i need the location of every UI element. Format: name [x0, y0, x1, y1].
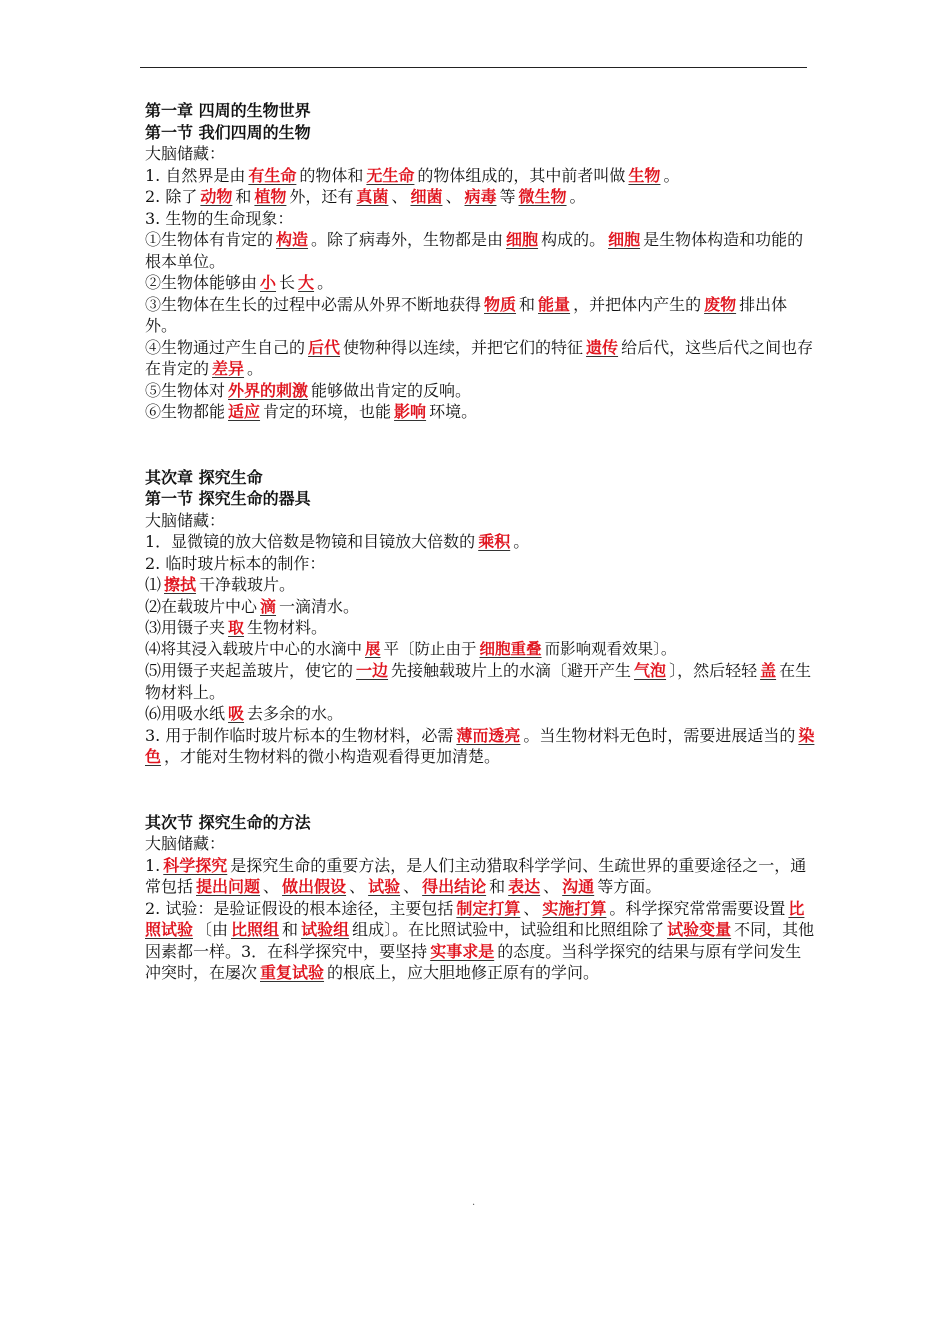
phenomenon-5: ⑤生物体对 外界的刺激 能够做出肯定的反响。 — [145, 380, 472, 400]
answer-blank: 重复试验 — [260, 963, 325, 982]
section-2-2-title: 其次节 探究生命的方法 — [145, 812, 311, 832]
answer-blank: 提出问题 — [196, 877, 261, 896]
question-3: 3. 生物的生命现象： — [145, 208, 294, 228]
answer-blank: 大 — [298, 273, 315, 292]
answer-blank: 得出结论 — [422, 877, 487, 896]
question-2: 2. 除了 动物 和 植物 外，还有 真菌 、 细菌 、 病毒 等 微生物 。 — [145, 187, 586, 206]
phenomenon-3: ③生物体在生长的过程中必需从外界不断地获得 物质 和 能量 ，并把体内产生的 废物 排出体外。 — [145, 294, 788, 335]
phenomenon-1: ①生物体有肯定的 构造 。除了病毒外，生物都是由 细胞 构成的。 细胞 是生物体构造和功能的根本单位。 — [145, 230, 804, 271]
brain-label: 大脑储藏： — [145, 834, 226, 853]
tools-question-3: 3. 用于制作临时玻片标本的生物材料，必需 薄而透亮 。当生物材料无色时，需要进展适当的 染色 ，才能对生物材料的微小构造观看得更加清楚。 — [145, 725, 815, 766]
answer-blank: 试验 — [368, 877, 401, 896]
answer-blank: 取 — [228, 618, 245, 637]
answer-blank: 差异 — [212, 359, 245, 378]
answer-blank: 试验组 — [301, 920, 350, 939]
chapter-1-title: 第一章 四周的生物世界 — [145, 101, 311, 120]
answer-blank: 真菌 — [356, 187, 389, 206]
answer-blank: 动物 — [200, 187, 233, 206]
answer-blank: 比照试验 — [145, 898, 805, 939]
answer-blank: 气泡 — [634, 661, 667, 680]
answer-blank: 细胞 — [506, 230, 539, 249]
answer-blank: 能量 — [538, 294, 571, 314]
answer-blank: 小 — [260, 273, 277, 292]
document-body — [145, 100, 815, 984]
answer-blank: 表达 — [508, 877, 541, 896]
answer-blank: 微生物 — [518, 187, 567, 206]
answer-blank: 一边 — [356, 661, 389, 680]
step-6: ⑹用吸水纸 吸 去多余的水。 — [145, 704, 344, 723]
header-rule — [140, 67, 807, 68]
section-2-1-title: 第一节 探究生命的器具 — [145, 489, 311, 508]
answer-blank: 比照组 — [231, 920, 280, 939]
step-3: ⑶用镊子夹 取 生物材料。 — [145, 618, 328, 637]
answer-blank: 构造 — [276, 230, 309, 249]
answer-blank: 影响 — [394, 402, 427, 421]
answer-blank: 染色 — [145, 725, 815, 766]
phenomenon-6: ⑥生物都能 适应 肯定的环境，也能 影响 环境。 — [145, 402, 478, 421]
brain-label: 大脑储藏： — [145, 510, 226, 530]
answer-blank: 制定打算 — [456, 898, 521, 918]
page-footer-dot: . — [472, 1197, 476, 1208]
answer-blank: 适应 — [228, 402, 261, 421]
answer-blank: 擦拭 — [164, 575, 197, 594]
answer-blank: 无生命 — [366, 165, 415, 185]
answer-blank: 科学探究 — [163, 855, 228, 875]
answer-blank: 实事求是 — [430, 941, 495, 961]
answer-blank: 盖 — [760, 661, 777, 680]
answer-blank: 细胞重叠 — [479, 639, 542, 658]
tools-question-1: 1．显微镜的放大倍数是物镜和目镜放大倍数的 乘积 。 — [145, 532, 530, 551]
answer-blank: 后代 — [308, 337, 341, 357]
answer-blank: 吸 — [228, 704, 245, 723]
answer-blank: 生物 — [628, 165, 661, 185]
answer-blank: 细胞 — [608, 230, 641, 249]
answer-blank: 乘积 — [478, 532, 511, 551]
answer-blank: 物质 — [484, 294, 517, 314]
answer-blank: 试验变量 — [667, 920, 732, 939]
answer-blank: 废物 — [704, 294, 737, 314]
section-1-title: 第一节 我们四周的生物 — [145, 122, 311, 142]
answer-blank: 有生命 — [248, 165, 297, 185]
method-question-1: 1. 科学探究 是探究生命的重要方法，是人们主动猎取科学学问、生疏世界的重要途径之一，通常包括 提出问题 、 做出假设 、 试验 、 得出结论 和 表达 、 沟通 等方面。 — [145, 855, 807, 896]
answer-blank: 遗传 — [586, 337, 619, 357]
answer-blank: 展 — [365, 639, 381, 658]
step-2: ⑵在载玻片中心 滴 一滴清水。 — [145, 596, 360, 616]
answer-blank: 实施打算 — [542, 898, 607, 918]
method-question-2: 2. 试验：是验证假设的根本途径，主要包括 制定打算 、 实施打算 。科学探究常常需要设置 比照试验 〔由 比照组 和 试验组 组成〕。在比照试验中，试验组和比照组除了 试验变量 不同，其他因素都一样。3．在科学探究中，要坚持 实事求是 的态度。当科学探究的结果与原有学问发生冲突时，在屡次 重复试验 的根底上，应大胆地修正原有的学问。 — [145, 898, 815, 982]
question-1: 1. 自然界是由 有生命 的物体和 无生命 的物体组成的，其中前者叫做 生物 。 — [145, 165, 680, 185]
answer-blank: 沟通 — [562, 877, 595, 896]
answer-blank: 病毒 — [464, 187, 497, 206]
step-5: ⑸用镊子夹起盖玻片，使它的 一边 先接触载玻片上的水滴〔避开产生 气泡 〕，然后轻轻 盖 在生物材料上。 — [145, 661, 812, 702]
tools-question-2: 2. 临时玻片标本的制作： — [145, 553, 326, 573]
chapter-2-title: 其次章 探究生命 — [145, 467, 263, 487]
phenomenon-4: ④生物通过产生自己的 后代 使物种得以连续，并把它们的特征 遗传 给后代，这些后代之间也存在肯定的 差异 。 — [145, 337, 814, 378]
step-1: ⑴ 擦拭 干净载玻片。 — [145, 575, 296, 594]
answer-blank: 外界的刺激 — [228, 380, 309, 400]
brain-label: 大脑储藏： — [145, 144, 226, 163]
phenomenon-2: ②生物体能够由 小 长 大 。 — [145, 273, 334, 292]
answer-blank: 细菌 — [410, 187, 443, 206]
answer-blank: 薄而透亮 — [456, 725, 521, 745]
answer-blank: 滴 — [260, 596, 277, 616]
step-4: ⑷将其浸入载玻片中心的水滴中 展 平〔防止由于 细胞重叠 而影响观看效果〕。 — [145, 639, 677, 658]
answer-blank: 做出假设 — [282, 877, 347, 896]
answer-blank: 植物 — [254, 187, 287, 206]
